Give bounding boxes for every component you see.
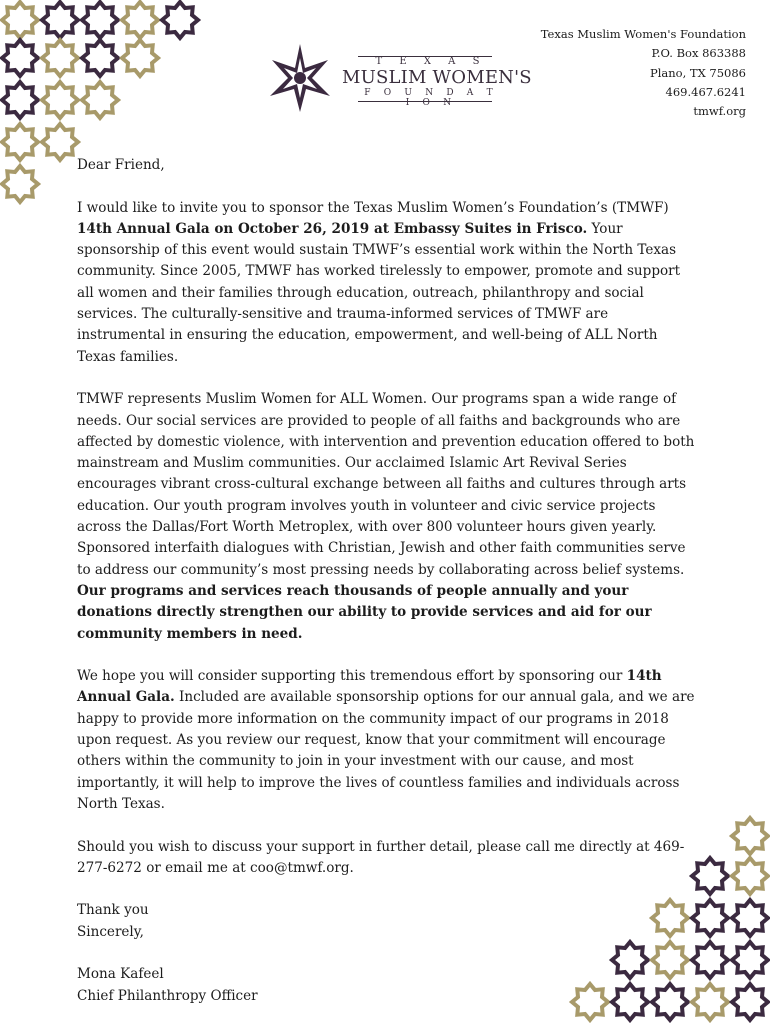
address-city: Plano, TX 75086 [649, 65, 746, 80]
star-emblem-icon [266, 42, 336, 112]
star-ornament-icon [42, 82, 78, 118]
paragraph-3 [77, 666, 697, 815]
return-address [541, 25, 746, 121]
star-ornament-icon [692, 900, 728, 936]
logo-name-text: MUSLIM WOMEN'S [342, 67, 532, 88]
star-ornament-icon [692, 942, 728, 978]
p1-text-b: Your sponsorship of this event would sustain TMWF’s essential work within the North Texas community. Since 2005, TMWF has worked tirelessly to empower, promote and support all women and their families through education, outreach, philanthropy and social services. The culturally-sensitive and trauma-informed services of TMWF are instrumental in ensuring the education, empowerment, and well-being of ALL North Texas families. [77, 220, 681, 365]
star-ornament-icon [82, 40, 118, 76]
star-ornament-icon [42, 124, 78, 160]
paragraph-1 [77, 198, 697, 368]
p3-gala-highlight: 14th Annual Gala. [77, 668, 662, 706]
star-ornament-icon [2, 40, 38, 76]
logo-rule-bottom [358, 101, 492, 102]
star-ornament-icon [732, 900, 768, 936]
star-ornament-icon [42, 40, 78, 76]
closing-sincerely: Sincerely, [77, 923, 144, 940]
address-org-name: Texas Muslim Women's Foundation [540, 27, 746, 41]
star-ornament-icon [692, 858, 728, 894]
p3-text-b: Included are available sponsorship options for our annual gala, and we are happy to provide more information on the community impact of our programs in 2018 upon request. As you review our request, know that your commitment will encourage others within the community to join in your investment with our cause, and most importantly, it will help to improve the lives of countless families and individuals across North Texas. [77, 689, 695, 812]
logo-foundation-text: F O U N D A T I O N [364, 88, 498, 108]
address-phone: 469.467.6241 [665, 84, 746, 99]
p2-impact-highlight: Our programs and services reach thousands of people annually and your donations directly strengthen our ability to provide services and aid for our community members in need. [77, 582, 652, 642]
star-ornament-icon [2, 124, 38, 160]
star-ornament-icon [732, 984, 768, 1020]
closing-lines [77, 900, 697, 943]
p1-text-a: I would like to invite you to sponsor the Texas Muslim Women’s Foundation’s (TMWF) [77, 199, 669, 216]
signer-name: Mona Kafeel [77, 966, 164, 983]
signature-lines [77, 964, 697, 1007]
star-ornament-icon [692, 984, 728, 1020]
star-ornament-icon [732, 818, 768, 854]
p2-text-a: TMWF represents Muslim Women for ALL Women. Our programs span a wide range of needs. Our social services are provided to people of all faiths and backgrounds who are affected by domestic violence, with intervention and prevention education offered to both mainstream and Muslim communities. Our acclaimed Islamic Art Revival Series encourages vibrant cross-cultural exchange between all faiths and cultures through arts education. Our youth program involves youth in volunteer and civic service projects across the Dallas/Fort Worth Metroplex, with over 800 volunteer hours given yearly. Sponsored interfaith dialogues with Christian, Jewish and other faith communities serve to address our community’s most pressing needs by collaborating across belief systems. [77, 391, 695, 578]
star-ornament-icon [162, 2, 198, 38]
logo-texas-text: T E X A S [375, 56, 487, 67]
star-ornament-icon [2, 82, 38, 118]
closing-block [77, 900, 697, 1006]
paragraph-4: Should you wish to discuss your support in further detail, please call me directly at 469-277-6272 or email me at coo@tmwf.org. [77, 838, 685, 876]
star-ornament-icon [2, 166, 38, 202]
star-ornament-icon [42, 2, 78, 38]
star-ornament-icon [82, 2, 118, 38]
star-ornament-icon [732, 858, 768, 894]
star-ornament-icon [732, 942, 768, 978]
foundation-logo [266, 42, 532, 112]
address-website[interactable]: tmwf.org [693, 104, 746, 119]
address-po-box: P.O. Box 863388 [651, 46, 746, 61]
paragraph-2 [77, 389, 697, 645]
salutation: Dear Friend, [77, 157, 165, 173]
signer-title: Chief Philanthropy Officer [77, 987, 258, 1004]
star-ornament-icon [2, 2, 38, 38]
star-ornament-icon [122, 2, 158, 38]
star-ornament-icon [82, 82, 118, 118]
p1-gala-highlight: 14th Annual Gala on October 26, 2019 at Embassy Suites in Frisco. [77, 220, 588, 237]
closing-thank-you: Thank you [77, 902, 149, 919]
star-ornament-icon [122, 40, 158, 76]
p3-text-a: We hope you will consider supporting this tremendous effort by sponsoring our [77, 668, 627, 685]
letter-body [77, 155, 697, 1028]
